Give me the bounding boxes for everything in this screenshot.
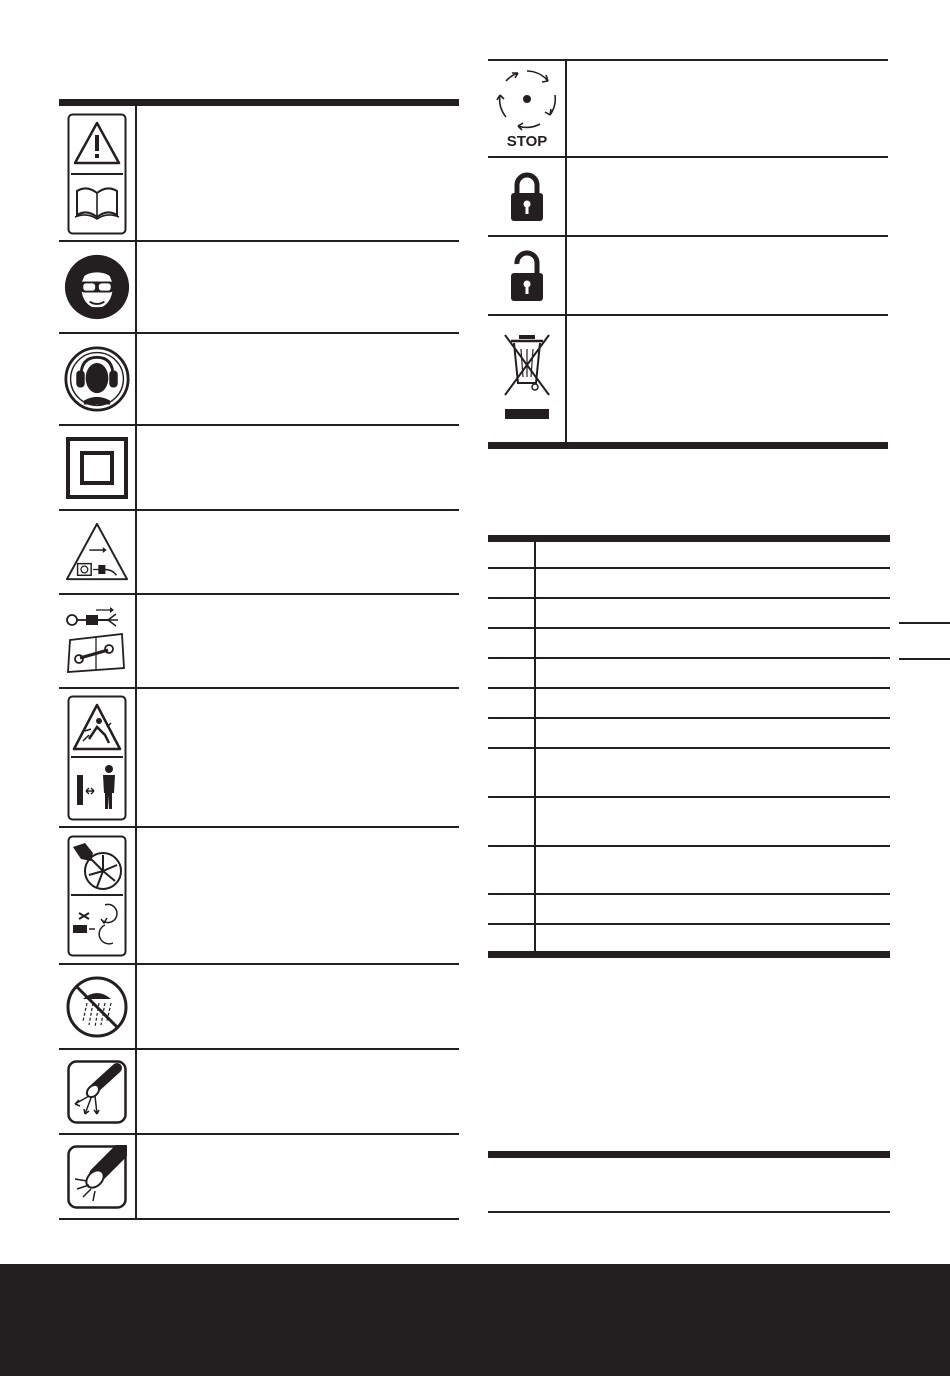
spec-row-divider: [488, 796, 890, 798]
table-bottom-rule: [59, 1218, 459, 1220]
wait-until-stop-icon: [492, 64, 562, 152]
blower-mode-icon: [64, 1054, 130, 1129]
remove-plug-if-cable-damaged-icon: [64, 515, 130, 589]
table-column-divider: [135, 99, 137, 1220]
row-divider: [59, 332, 459, 334]
table-top-rule: [488, 59, 888, 61]
unlocked-padlock-icon: [492, 241, 562, 310]
language-tab-marker: [899, 622, 950, 624]
spec-row-divider: [488, 567, 890, 569]
row-divider: [59, 240, 459, 242]
eye-protection-icon: [64, 246, 130, 328]
row-divider: [59, 593, 459, 595]
language-tab-marker: [899, 658, 950, 660]
spec-row-divider: [488, 747, 890, 749]
spec-row-divider: [488, 627, 890, 629]
ear-protection-icon: [64, 338, 130, 420]
spec-row-divider: [488, 687, 890, 689]
row-divider: [59, 424, 459, 426]
spec-table-top-rule: [488, 535, 890, 542]
row-divider: [59, 963, 459, 965]
row-divider: [488, 156, 888, 158]
table-top-rule: [59, 99, 459, 106]
table-bottom-rule: [488, 442, 888, 449]
row-divider: [488, 235, 888, 237]
row-divider: [59, 1048, 459, 1050]
unplug-before-maintenance-icon: [64, 599, 130, 683]
vacuum-mode-icon: [64, 1139, 130, 1214]
warning-read-manual-icon: [64, 112, 130, 236]
weee-crossed-bin-icon: [492, 320, 562, 438]
rotating-impeller-hazard-icon: [64, 832, 130, 959]
section-top-rule: [488, 1151, 890, 1158]
locked-padlock-icon: [492, 162, 562, 231]
section-bottom-rule: [488, 1211, 890, 1213]
row-divider: [59, 826, 459, 828]
double-insulation-icon: [64, 430, 130, 505]
spec-table-column-divider: [534, 535, 536, 958]
spec-row-divider: [488, 597, 890, 599]
keep-bystanders-away-icon: [64, 693, 130, 822]
spec-row-divider: [488, 717, 890, 719]
table-column-divider: [565, 59, 567, 449]
spec-row-divider: [488, 893, 890, 895]
stop-label: STOP: [506, 133, 548, 150]
spec-table-bottom-rule: [488, 951, 890, 958]
row-divider: [488, 314, 888, 316]
spec-row-divider: [488, 845, 890, 847]
row-divider: [59, 509, 459, 511]
spec-row-divider: [488, 923, 890, 925]
row-divider: [59, 1133, 459, 1135]
row-divider: [59, 687, 459, 689]
spec-row-divider: [488, 657, 890, 659]
page-footer-band: [0, 1264, 950, 1376]
do-not-expose-to-rain-icon: [64, 969, 130, 1044]
